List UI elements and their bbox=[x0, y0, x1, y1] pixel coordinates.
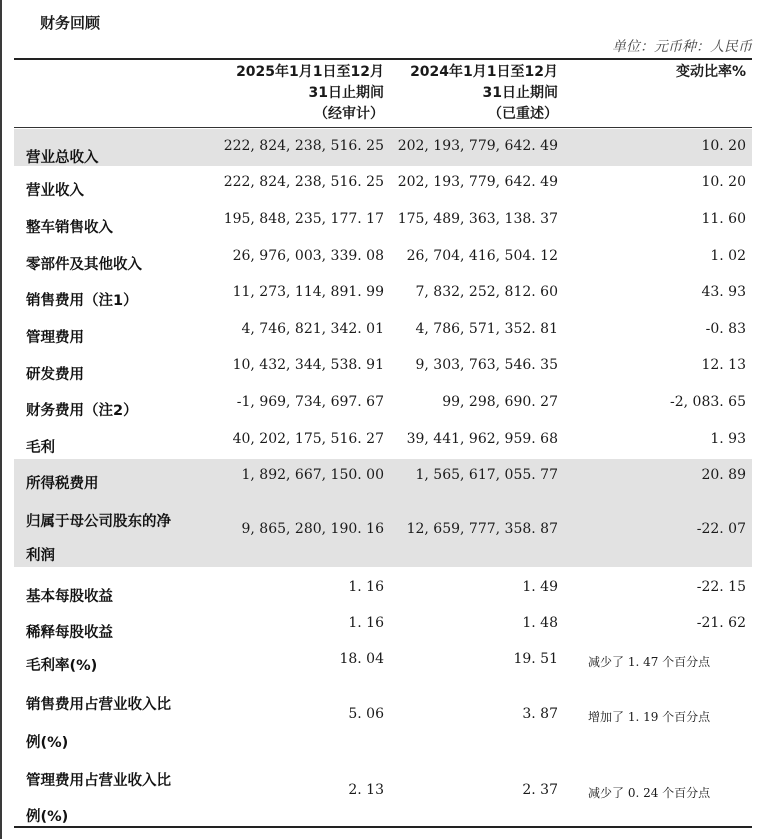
row-label: 销售费用（注1） bbox=[26, 293, 138, 309]
row-label: 零部件及其他收入 bbox=[26, 257, 142, 273]
value-2024: 2. 37 bbox=[522, 782, 558, 798]
row-label: 营业收入 bbox=[26, 183, 84, 199]
table-row bbox=[14, 202, 752, 239]
row-label: 所得税费用 bbox=[26, 476, 99, 492]
row-label: 管理费用 bbox=[26, 330, 84, 346]
row-label: 整车销售收入 bbox=[26, 220, 113, 236]
value-2025: 222, 824, 238, 516. 25 bbox=[223, 138, 384, 154]
value-2025: 5. 06 bbox=[348, 706, 384, 722]
value-2025: 26, 976, 003, 339. 08 bbox=[232, 248, 384, 264]
row-label-line1: 归属于母公司股东的净 bbox=[26, 514, 171, 530]
row-label-line2: 利润 bbox=[26, 548, 55, 564]
table-row bbox=[14, 422, 752, 459]
value-2024: 1. 48 bbox=[522, 615, 558, 631]
change-value: -21. 62 bbox=[696, 615, 746, 631]
row-label-line1: 销售费用占营业收入比 bbox=[26, 697, 171, 713]
column-header-2024: 2024年1月1日至12月 31日止期间 （已重述） bbox=[410, 64, 558, 122]
row-label: 基本每股收益 bbox=[26, 589, 113, 605]
value-2025: 4, 746, 821, 342. 01 bbox=[241, 321, 384, 337]
change-value: 10. 20 bbox=[701, 174, 746, 190]
change-value: 1. 02 bbox=[710, 248, 746, 264]
value-2024: 19. 51 bbox=[513, 651, 558, 667]
change-note: 减少了 0. 24 个百分点 bbox=[588, 786, 711, 800]
page-edge bbox=[0, 0, 2, 839]
value-2024: 99, 298, 690. 27 bbox=[442, 394, 558, 410]
value-2025: -1, 969, 734, 697. 67 bbox=[236, 394, 384, 410]
row-label: 营业总收入 bbox=[26, 150, 99, 166]
value-2024: 12, 659, 777, 358. 87 bbox=[406, 521, 558, 537]
value-2024: 3. 87 bbox=[522, 706, 558, 722]
value-2024: 7, 832, 252, 812. 60 bbox=[415, 284, 558, 300]
change-value: -22. 15 bbox=[696, 579, 746, 595]
unit-note: 单位：元币种：人民币 bbox=[612, 39, 752, 55]
value-2025: 11, 273, 114, 891. 99 bbox=[232, 284, 384, 300]
row-label-line1: 管理费用占营业收入比 bbox=[26, 773, 171, 789]
change-value: 20. 89 bbox=[701, 467, 746, 483]
table-row bbox=[14, 643, 752, 683]
table-row bbox=[14, 349, 752, 385]
value-2024: 202, 193, 779, 642. 49 bbox=[397, 174, 558, 190]
value-2025: 2. 13 bbox=[348, 782, 384, 798]
value-2025: 40, 202, 175, 516. 27 bbox=[232, 431, 384, 447]
column-header-change: 变动比率% bbox=[675, 64, 746, 80]
row-label: 稀释每股收益 bbox=[26, 625, 113, 641]
value-2024: 202, 193, 779, 642. 49 bbox=[397, 138, 558, 154]
row-label: 毛利率(%) bbox=[26, 658, 98, 674]
value-2025: 222, 824, 238, 516. 25 bbox=[223, 174, 384, 190]
change-value: 12. 13 bbox=[701, 357, 746, 373]
row-label-line2: 例(%) bbox=[26, 809, 69, 825]
change-note: 减少了 1. 47 个百分点 bbox=[588, 655, 711, 669]
row-label: 研发费用 bbox=[26, 367, 84, 383]
change-note: 增加了 1. 19 个百分点 bbox=[588, 710, 711, 724]
row-label-line2: 例(%) bbox=[26, 735, 69, 751]
value-2025: 1. 16 bbox=[348, 615, 384, 631]
table-row bbox=[14, 312, 752, 349]
column-header-2025: 2025年1月1日至12月 31日止期间 （经审计） bbox=[236, 64, 384, 122]
value-2024: 39, 441, 962, 959. 68 bbox=[406, 431, 558, 447]
value-2024: 26, 704, 416, 504. 12 bbox=[406, 248, 558, 264]
change-value: 11. 60 bbox=[701, 211, 746, 227]
change-value: 10. 20 bbox=[701, 138, 746, 154]
change-value: -0. 83 bbox=[705, 321, 746, 337]
row-label: 财务费用（注2） bbox=[26, 403, 138, 419]
value-2024: 9, 303, 763, 546. 35 bbox=[415, 357, 558, 373]
value-2025: 9, 865, 280, 190. 16 bbox=[241, 521, 384, 537]
table-row bbox=[14, 239, 752, 276]
value-2024: 1, 565, 617, 055. 77 bbox=[415, 467, 558, 483]
table-top-rule bbox=[14, 58, 752, 60]
change-value: 1. 93 bbox=[710, 431, 746, 447]
table-row bbox=[14, 276, 752, 312]
row-label: 毛利 bbox=[26, 440, 55, 456]
table-row bbox=[14, 129, 752, 166]
value-2025: 1, 892, 667, 150. 00 bbox=[241, 467, 384, 483]
table-bottom-rule bbox=[14, 826, 752, 828]
table-row bbox=[14, 459, 752, 494]
value-2024: 175, 489, 363, 138. 37 bbox=[397, 211, 558, 227]
value-2025: 195, 848, 235, 177. 17 bbox=[223, 211, 384, 227]
value-2025: 10, 432, 344, 538. 91 bbox=[232, 357, 384, 373]
section-title: 财务回顾 bbox=[40, 14, 101, 32]
table-row bbox=[14, 755, 752, 826]
change-value: -22. 07 bbox=[696, 521, 746, 537]
table-row bbox=[14, 166, 752, 202]
value-2024: 4, 786, 571, 352. 81 bbox=[415, 321, 558, 337]
change-value: 43. 93 bbox=[701, 284, 746, 300]
value-2025: 1. 16 bbox=[348, 579, 384, 595]
value-2025: 18. 04 bbox=[339, 651, 384, 667]
table-row bbox=[14, 385, 752, 422]
table-row bbox=[14, 567, 752, 607]
table-row bbox=[14, 607, 752, 643]
header-rule bbox=[14, 127, 752, 128]
table-row bbox=[14, 494, 752, 567]
table-row bbox=[14, 683, 752, 755]
change-value: -2, 083. 65 bbox=[670, 394, 746, 410]
value-2024: 1. 49 bbox=[522, 579, 558, 595]
